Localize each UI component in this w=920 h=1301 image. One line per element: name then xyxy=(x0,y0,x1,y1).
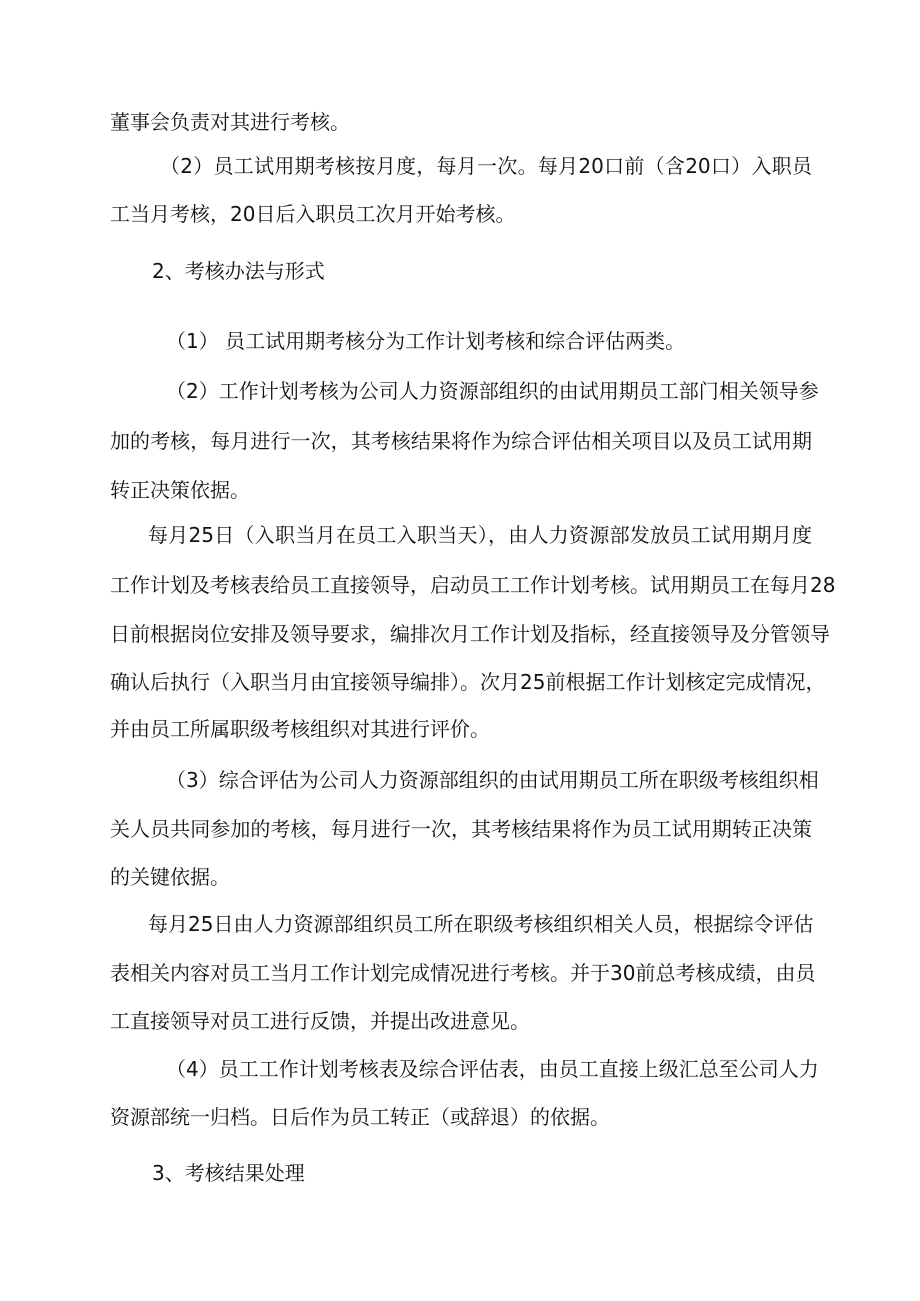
text-line: （2）员工试用期考核按月度，每月一次。每月20口前（含20口）入职员 xyxy=(160,154,812,178)
text-line: 董事会负责对其进行考核。 xyxy=(110,110,350,134)
text-line: 确认后执行（入职当月由宜接领导编排）。次月25前根据工作计划核定完成情况， xyxy=(110,670,826,694)
text-line: 转正决策依据。 xyxy=(110,478,250,502)
text-line: （3）综合评估为公司人力资源部组织的由试用期员工所在职级考核组织相 xyxy=(166,768,819,792)
text-line: （4）员工工作计划考核表及综合评估表，由员工直接上级汇总至公司人力 xyxy=(166,1057,819,1081)
text-line: 每月25日（入职当月在员工入职当天），由人力资源部发放员工试用期月度 xyxy=(148,523,812,547)
text-line: 日前根据岗位安排及领导要求，编排次月工作计划及指标，经直接领导及分管领导 xyxy=(110,622,830,646)
text-line: 表相关内容对员工当月工作计划完成情况进行考核。并于30前总考核成绩，由员 xyxy=(110,961,816,985)
text-line: 并由员工所属职级考核组织对其进行评价。 xyxy=(110,717,490,741)
text-line: 资源部统一归档。日后作为员工转正（或辞退）的依据。 xyxy=(110,1105,610,1129)
section-heading: 3、考核结果处理 xyxy=(152,1161,305,1185)
text-line: 每月25日由人力资源部组织员工所在职级考核组织相关人员，根据综令评估 xyxy=(148,912,814,936)
text-line: 关人员共同参加的考核，每月进行一次，其考核结果将作为员工试用期转正决策 xyxy=(110,817,812,841)
text-line: 工作计划及考核表给员工直接领导，启动员工工作计划考核。试用期员工在每月28 xyxy=(110,573,836,597)
section-heading: 2、考核办法与形式 xyxy=(152,259,325,283)
text-line: 工当月考核，20日后入职员工次月开始考核。 xyxy=(110,202,516,226)
text-line: 工直接领导对员工进行反馈，并提出改进意见。 xyxy=(110,1009,530,1033)
text-line: 的关键依据。 xyxy=(110,865,230,889)
text-line: 加的考核，每月进行一次，其考核结果将作为综合评估相关项目以及员工试用期 xyxy=(110,429,812,453)
text-line: （1） 员工试用期考核分为工作计划考核和综合评估两类。 xyxy=(166,329,686,353)
text-line: （2）工作计划考核为公司人力资源部组织的由试用期员工部门相关领导参 xyxy=(166,379,819,403)
